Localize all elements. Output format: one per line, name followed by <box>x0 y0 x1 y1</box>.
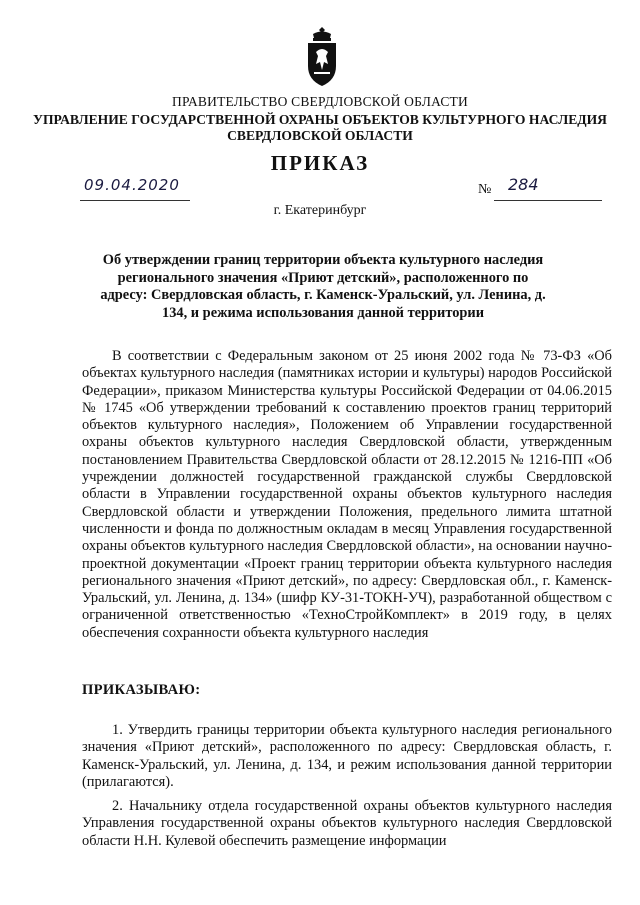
government-name: ПРАВИТЕЛЬСТВО СВЕРДЛОВСКОЙ ОБЛАСТИ <box>172 94 468 109</box>
handwritten-number: 284 <box>508 175 539 194</box>
city-line: г. Екатеринбург <box>273 203 367 218</box>
order-heading: ПРИКАЗЫВАЮ: <box>82 682 201 698</box>
handwritten-date: 09.04.2020 <box>84 176 180 194</box>
number-label: № <box>478 182 492 197</box>
order-item-1: 1. Утвердить границы территории объекта культурного наследия регионального значения «Приют детский», расположенного по адресу: Свердловская область, г. Каменск-Уральский, ул. Ленина, д. 134, и режим использования данной территории (прилагаются). <box>82 722 612 790</box>
document-subject: Об утверждении границ территории объекта культурного наследия регионального значения «Приют детский», расположенного по адресу: Свердловская область, г. Каменск-Уральский, ул. Ленина, д. 134, и режима использования данной территории <box>100 252 546 321</box>
document-title: ПРИКАЗ <box>270 151 370 175</box>
date-field <box>80 178 190 201</box>
order-item-2: 2. Начальнику отдела государственной охраны объектов культурного наследия Управления государственной охраны объектов культурного наследия Свердловской области Н.Н. Кулевой обеспечить размещение информации <box>82 798 612 849</box>
department-name: УПРАВЛЕНИЕ ГОСУДАРСТВЕННОЙ ОХРАНЫ ОБЪЕКТОВ КУЛЬТУРНОГО НАСЛЕДИЯ СВЕРДЛОВСКОЙ ОБЛАСТИ <box>32 112 608 143</box>
coat-of-arms-emblem <box>304 26 340 88</box>
preamble-paragraph: В соответствии с Федеральным законом от 25 июня 2002 года № 73-ФЗ «Об объектах культурного наследия (памятниках истории и культуры) народов Российской Федерации», приказом Министерства культуры Российской Федерации от 04.06.2015 № 1745 «Об утверждении требований к составлению проектов границ территорий объектов культурного наследия», Положением об Управлении государственной охраны объектов культурного наследия Свердловской области, утвержденным постановлением Правительства Свердловской области от 28.12.2015 № 1216-ПП «Об учреждении должностей государственной гражданской службы Свердловской области в Управлении государственной охраны объектов культурного наследия Свердловской области и утверждении Положения, предельного лимита штатной численности и фонда по должностным окладам в месяц Управления государственной охраны объектов культурного наследия Свердловской области», на основании научно-проектной документации «Проект границ территории объекта культурного наследия регионального значения «Приют детский», по адресу: Свердловская обл., г. Каменск-Уральский, ул. Ленина, д. 134» (шифр КУ-31-ТОКН-УЧ), разработанной обществом с ограниченной ответственностью «ТехноСтройКомплект» в 2019 году, в целях обеспечения сохранности объекта культурного наследия <box>82 348 612 641</box>
number-field <box>494 175 602 201</box>
